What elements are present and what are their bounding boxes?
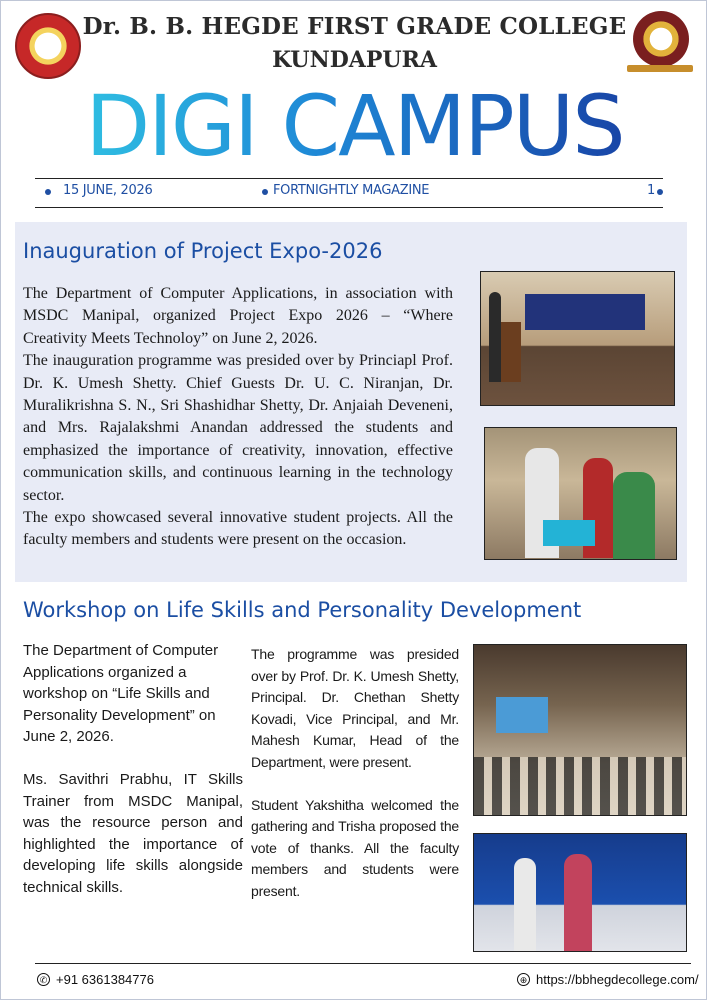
workshop-paragraph: Student Yakshitha welcomed the gathering and Trisha proposed the vote of thanks. All the faculty members and students were present. bbox=[251, 796, 459, 899]
bullet-dot bbox=[657, 189, 663, 195]
workshop-paragraph: The programme was presided over by Prof. Dr. K. Umesh Shetty, Principal. Dr. Chethan Shetty Kovadi, Vice Principal, and Mr. Mahesh Kumar, Head of the Department, were present. bbox=[251, 646, 459, 770]
photo-felicitation bbox=[473, 833, 687, 952]
workshop-title: Workshop on Life Skills and Personality Development bbox=[23, 598, 582, 622]
photo-workshop-hall bbox=[473, 644, 687, 816]
issue-bar-bottom-rule bbox=[35, 207, 663, 208]
college-location: KUNDAPURA bbox=[272, 47, 437, 73]
college-name: Dr. B. B. HEGDE FIRST GRADE COLLEGE bbox=[82, 13, 627, 40]
phone-number: +91 6361384776 bbox=[56, 972, 154, 987]
issue-bar-top-rule bbox=[35, 178, 663, 179]
magazine-masthead: DIGI CAMPUS bbox=[1, 79, 707, 173]
workshop-column-left bbox=[23, 640, 243, 920]
photo-project-demo bbox=[484, 427, 677, 560]
phone-icon: ✆ bbox=[37, 973, 50, 986]
article-paragraph: The expo showcased several innovative student projects. All the faculty members and students were present on the occasion. bbox=[23, 509, 453, 549]
article-paragraph: The Department of Computer Applications, in association with MSDC Manipal, organized Project Expo 2026 – “Where Creativity Meets Technoloy” on June 2, 2026. bbox=[23, 285, 453, 347]
footer-phone bbox=[37, 972, 154, 987]
website-url[interactable]: https://bbhegdecollege.com/ bbox=[536, 972, 699, 987]
footer-rule bbox=[35, 963, 691, 964]
workshop-paragraph: The Department of Computer Applications organized a workshop on “Life Skills and Personality Development” on June 2, 2026. bbox=[23, 642, 219, 746]
issue-frequency: FORTNIGHTLY MAGAZINE bbox=[273, 183, 430, 198]
bullet-dot bbox=[45, 189, 51, 195]
article-body bbox=[23, 283, 453, 552]
bullet-dot bbox=[262, 189, 268, 195]
photo-inauguration-stage bbox=[480, 271, 675, 406]
page-number: 1 bbox=[647, 183, 655, 198]
workshop-paragraph: Ms. Savithri Prabhu, IT Skills Trainer from MSDC Manipal, was the resource person and highlighted the importance of developing life skills alongside technical skills. bbox=[23, 770, 243, 896]
issue-date: 15 JUNE, 2026 bbox=[63, 183, 153, 198]
globe-icon: ⊕ bbox=[517, 973, 530, 986]
article-paragraph: The inauguration programme was presided over by Princiapl Prof. Dr. K. Umesh Shetty. Chief Guests Dr. U. C. Niranjan, Dr. Muralikrishna S. N., Sri Shashidhar Shetty, Dr. Anjaiah Deveneni, and Mrs. Rajalakshmi Anandan addressed the students and emphasized the importance of creativity, innovation, effective communication skills, and continuous learning in the technology sector. bbox=[23, 352, 453, 504]
workshop-column-right bbox=[251, 644, 459, 924]
footer-website[interactable] bbox=[517, 972, 699, 987]
article-title: Inauguration of Project Expo-2026 bbox=[23, 239, 383, 263]
